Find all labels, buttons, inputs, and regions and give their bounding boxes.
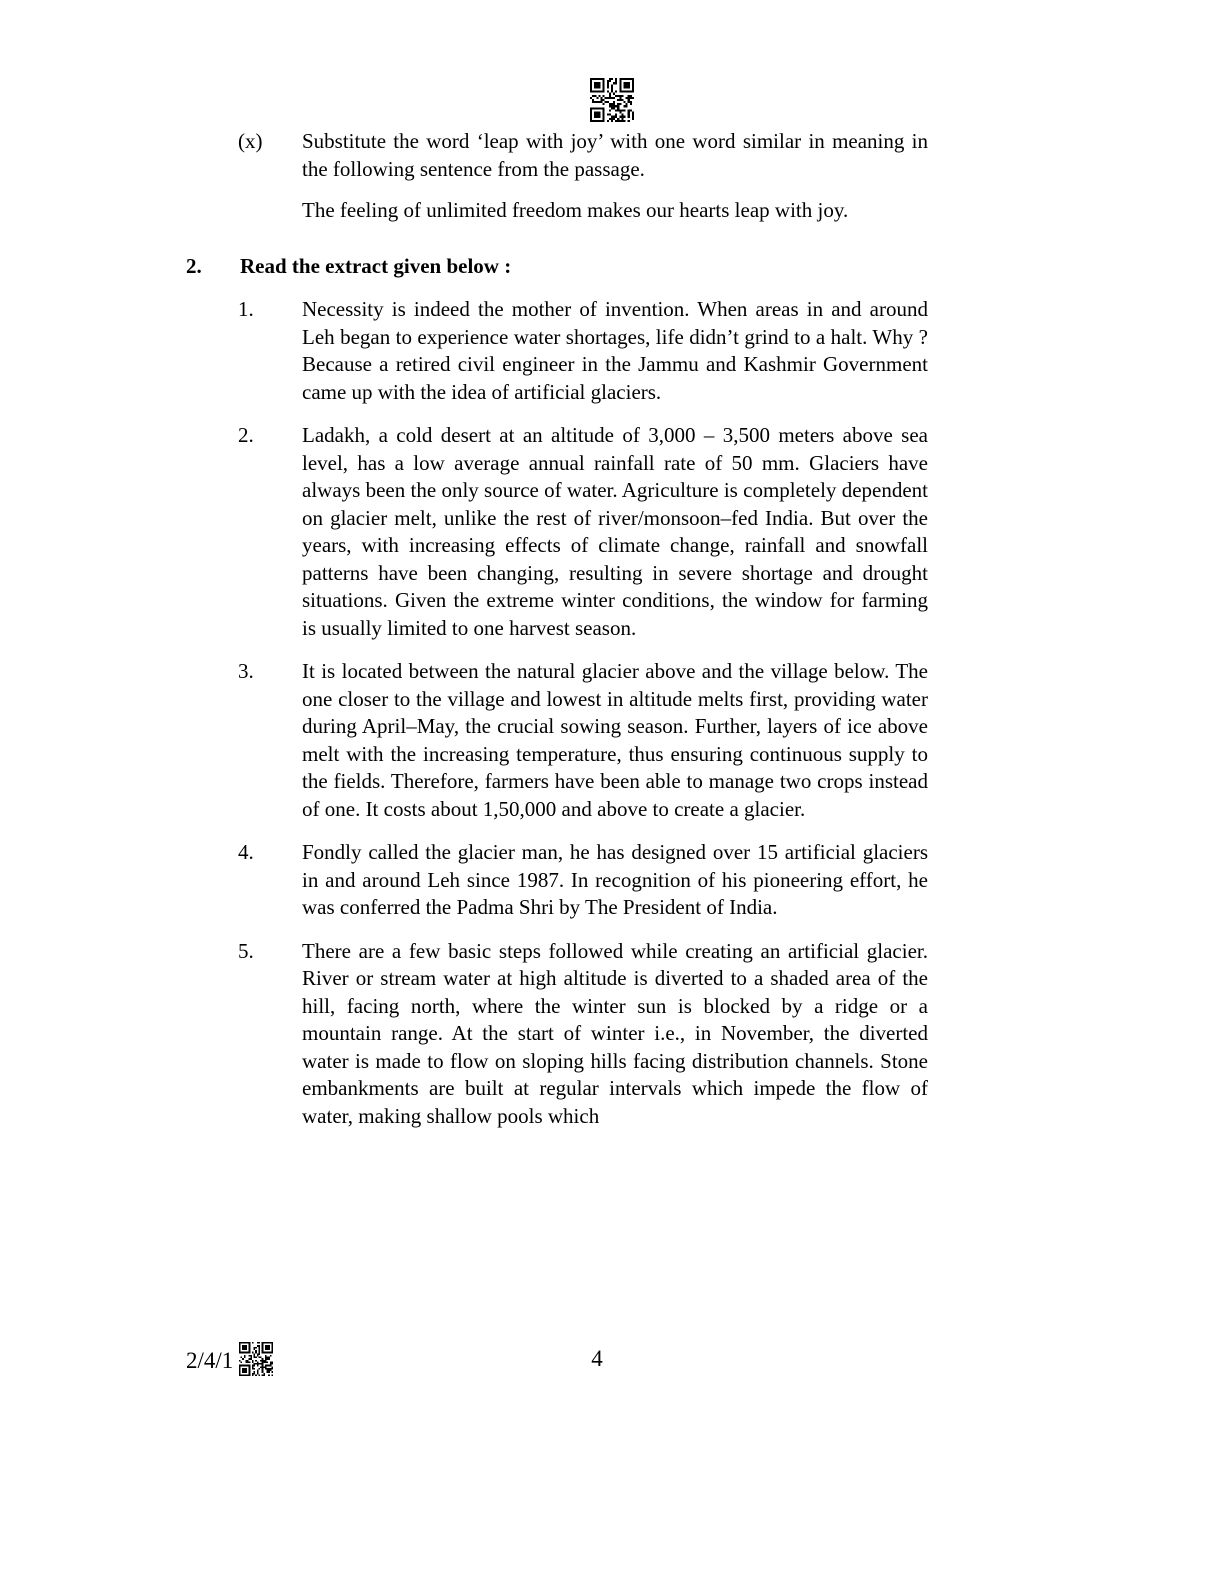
qr-code-icon: [590, 78, 634, 122]
paragraph-text: Ladakh, a cold desert at an altitude of 3,000 – 3,500 meters above sea level, has a low average annual rainfall rate of 50 mm. Glaciers have always been the only source of water. Agriculture is completely dependent on glacier melt, unlike the rest of river/monsoon–fed India. But over the years, with increasing effects of climate change, rainfall and snowfall patterns have been changing, resulting in severe shortage and drought situations. Given the extreme winter conditions, the window for farming is usually limited to one harvest season.: [302, 423, 928, 640]
page-content: [186, 128, 928, 1130]
paragraph-marker: 1.: [238, 297, 254, 321]
question-item-x: [186, 128, 928, 225]
paragraph-text: Necessity is indeed the mother of invention. When areas in and around Leh began to experience water shortages, life didn’t grind to a halt. Why ? Because a retired civil engineer in the Jammu and Kashmir Government came up with the idea of artificial glaciers.: [302, 297, 928, 404]
extract-paragraph: [186, 296, 928, 406]
paragraph-marker: 4.: [238, 840, 254, 864]
question-prompt: Substitute the word ‘leap with joy’ with one word similar in meaning in the following sentence from the passage.: [302, 129, 928, 181]
page-number: 4: [591, 1346, 603, 1371]
extract-paragraph: [186, 839, 928, 922]
paragraph-text: Fondly called the glacier man, he has designed over 15 artificial glaciers in and around Leh since 1987. In recognition of his pioneering effort, he was conferred the Padma Shri by The President of India.: [302, 840, 928, 919]
question-body: [302, 128, 928, 225]
top-qr-code-container: [0, 78, 1224, 127]
extract-paragraph: [186, 422, 928, 642]
paragraph-text: There are a few basic steps followed while creating an artificial glacier. River or stream water at high altitude is diverted to a shaded area of the hill, facing north, where the winter sun is blocked by a ridge or a mountain range. At the start of winter i.e., in November, the diverted water is made to flow on sloping hills facing distribution channels. Stone embankments are built at regular intervals which impede the flow of water, making shallow pools which: [302, 938, 928, 1128]
paragraph-marker: 5.: [238, 938, 254, 963]
extract-paragraph: [186, 658, 928, 823]
extract-paragraph: [186, 938, 928, 1131]
question-marker: (x): [238, 129, 263, 153]
paragraph-marker: 2.: [238, 423, 254, 447]
page-footer: [186, 1338, 928, 1384]
question-2-marker: 2.: [186, 253, 202, 278]
paragraph-marker: 3.: [238, 659, 254, 683]
question-sentence: The feeling of unlimited freedom makes our hearts leap with joy.: [302, 198, 849, 222]
paragraph-text: It is located between the natural glacier above and the village below. The one closer to the village and lowest in altitude melts first, providing water during April–May, the crucial sowing season. Further, layers of ice above melt with the increasing temperature, thus ensuring continuous supply to the fields. Therefore, farmers have been able to manage two crops instead of one. It costs about 1,50,000 and above to create a glacier.: [302, 659, 928, 821]
paper-code: 2/4/1: [186, 1348, 234, 1373]
question-2-heading-row: [186, 253, 928, 281]
question-2-heading: Read the extract given below :: [240, 253, 512, 278]
